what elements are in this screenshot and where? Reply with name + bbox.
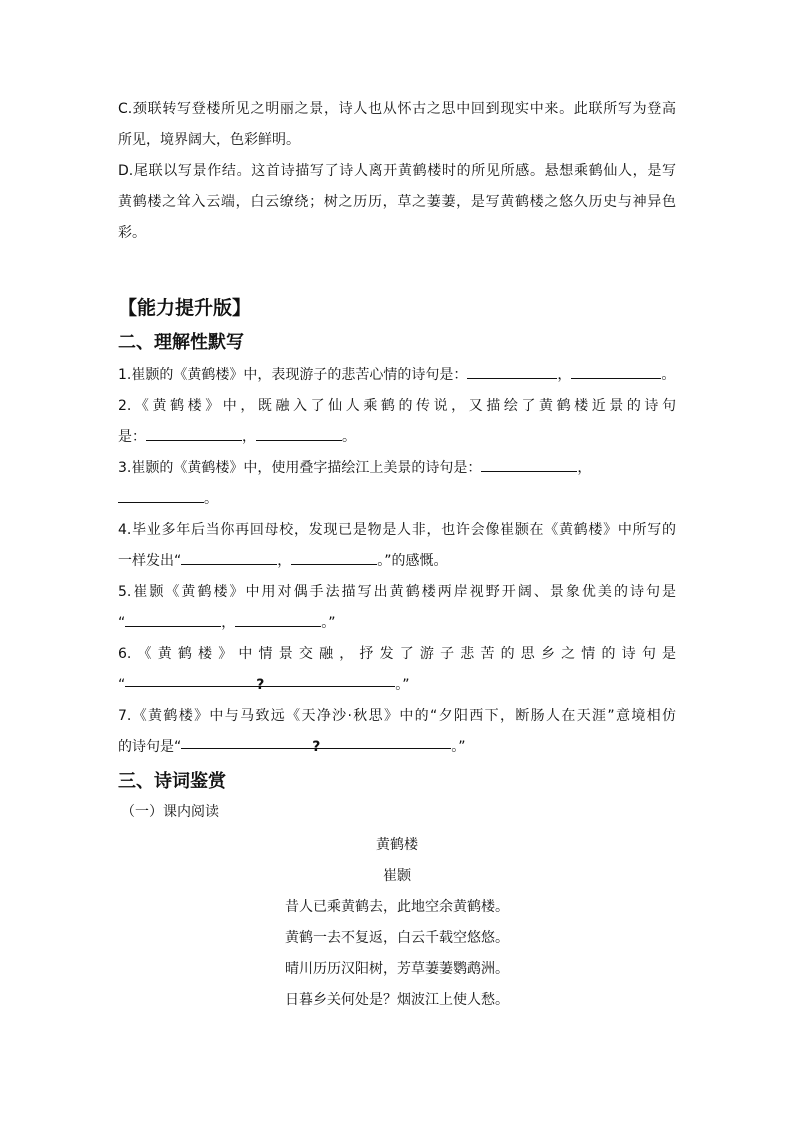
question-3: 3.崔颢的《黄鹤楼》中，使用叠字描绘江上美景的诗句是： ，。 — [118, 453, 676, 515]
poem-line: 黄鹤一去不复返，白云千载空悠悠。 — [285, 930, 509, 946]
question-6-line1: 6.《黄鹤楼》中情景交融，抒发了游子悲苦的思乡之情的诗句是 — [118, 646, 676, 662]
question-mark: ? — [256, 677, 265, 693]
option-c-line2: 所见，境界阔大，色彩鲜明。 — [118, 132, 300, 148]
poem-author: 崔颢 — [383, 868, 411, 884]
answer-blank[interactable] — [291, 548, 377, 565]
answer-blank[interactable] — [146, 424, 242, 441]
option-d-line1: D.尾联以写景作结。这首诗描写了诗人离开黄鹤楼时的所见所感。悬想乘鹤仙人，是写 — [118, 163, 676, 179]
section-label: 【能力提升版】 — [118, 297, 252, 319]
question-4-line2: 一样发出“ ， 。”的感慨。 — [118, 546, 676, 577]
question-1: 1.崔颢的《黄鹤楼》中，表现游子的悲苦心情的诗句是： ， 。 — [118, 360, 676, 391]
question-4-line1: 4.毕业多年后当你再回母校，发现已是物是人非，也许会像崔颢在《黄鹤楼》中所写的 — [118, 522, 676, 538]
poem-line: 昔人已乘黄鹤去，此地空余黄鹤楼。 — [285, 899, 509, 915]
poem-line: 日暮乡关何处是？烟波江上使人愁。 — [285, 992, 509, 1008]
question-mark: ? — [312, 739, 321, 755]
section2-heading: 二、理解性默写 — [118, 332, 244, 353]
option-c-line1: C.颈联转写登楼所见之明丽之景，诗人也从怀古之思中回到现实中来。此联所写为登高 — [118, 101, 676, 117]
option-d-line2: 黄鹤楼之耸入云端，白云缭绕；树之历历，草之萋萋，是写黄鹤楼之悠久历史与神异色 — [118, 194, 676, 210]
section3-heading: 三、诗词鉴赏 — [118, 771, 226, 792]
option-d-line3: 彩。 — [118, 225, 146, 241]
poem — [118, 830, 676, 1016]
answer-blank[interactable] — [181, 548, 277, 565]
answer-blank[interactable] — [571, 362, 661, 379]
answer-blank[interactable] — [235, 610, 321, 627]
question-5-line2: “ ， 。” — [118, 608, 676, 639]
answer-blank-long[interactable] — [125, 670, 395, 693]
poem-title: 黄鹤楼 — [376, 837, 418, 853]
question-7-line1: 7.《黄鹤楼》中与马致远《天净沙·秋思》中的“夕阳西下，断肠人在天涯”意境相仿 — [118, 708, 676, 724]
poem-line: 晴川历历汉阳树，芳草萋萋鹦鹉洲。 — [285, 961, 509, 977]
answer-blank[interactable] — [467, 362, 557, 379]
answer-blank[interactable] — [118, 486, 204, 503]
answer-blank[interactable] — [125, 610, 221, 627]
question-6-line2: “ ? 。” — [118, 670, 676, 701]
question-5-line1: 5.崔颢《黄鹤楼》中用对偶手法描写出黄鹤楼两岸视野开阔、景象优美的诗句是 — [118, 584, 676, 600]
question-2-line2: 是： ， 。 — [118, 422, 676, 453]
document-page — [118, 94, 676, 1016]
subsection-title: （一）课内阅读 — [121, 804, 219, 820]
answer-blank[interactable] — [481, 455, 577, 472]
question-7-line2: 的诗句是“ ? 。” — [118, 732, 676, 763]
answer-blank[interactable] — [256, 424, 342, 441]
question-2-line1: 2.《黄鹤楼》中，既融入了仙人乘鹤的传说，又描绘了黄鹤楼近景的诗句 — [118, 398, 676, 414]
